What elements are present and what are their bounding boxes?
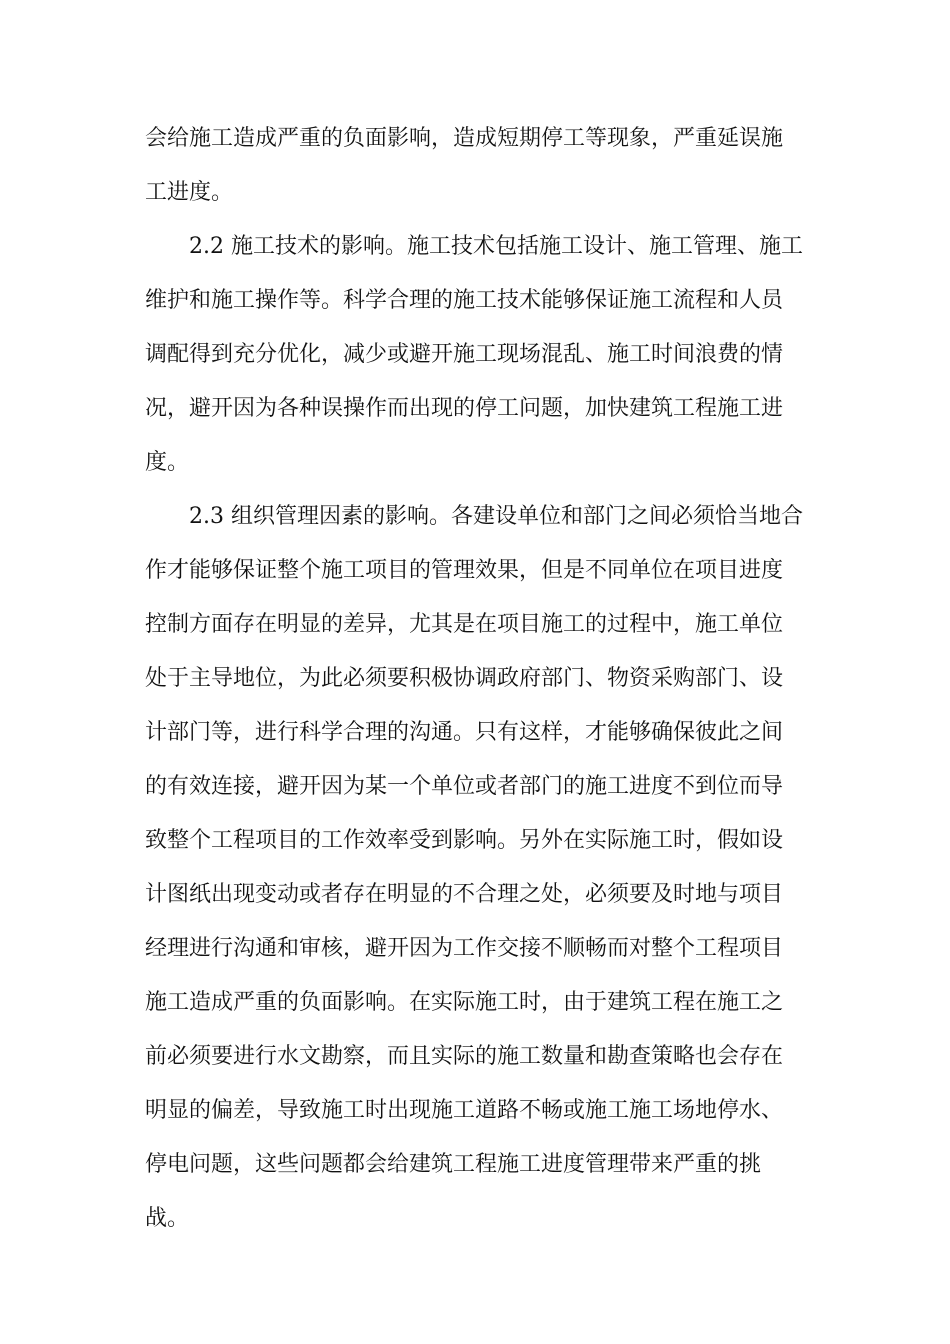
text-line: 调配得到充分优化，减少或避开施工现场混乱、施工时间浪费的情 (145, 342, 784, 367)
text-line: 明显的偏差，导致施工时出现施工道路不畅或施工施工场地停水、 (145, 1098, 784, 1123)
text-line: 控制方面存在明显的差异，尤其是在项目施工的过程中，施工单位 (145, 612, 784, 637)
text-line: 度。 (145, 450, 190, 475)
text-line: 计部门等，进行科学合理的沟通。只有这样，才能够确保彼此之间 (145, 720, 784, 745)
text-line: 计图纸出现变动或者存在明显的不合理之处，必须要及时地与项目 (145, 882, 784, 907)
text-line: 会给施工造成严重的负面影响，造成短期停工等现象，严重延误施 (145, 126, 784, 151)
text-line: 况，避开因为各种误操作而出现的停工问题，加快建筑工程施工进 (145, 396, 784, 421)
section-2-2-first-line: 2.2 施工技术的影响。施工技术包括施工设计、施工管理、施工 (189, 234, 803, 259)
text-line: 作才能够保证整个施工项目的管理效果，但是不同单位在项目进度 (145, 558, 784, 583)
text-line: 工进度。 (145, 180, 234, 205)
text-line: 施工造成严重的负面影响。在实际施工时，由于建筑工程在施工之 (145, 990, 784, 1015)
text-line: 战。 (145, 1206, 190, 1231)
text-line: 维护和施工操作等。科学合理的施工技术能够保证施工流程和人员 (145, 288, 784, 313)
section-2-3-first-line: 2.3 组织管理因素的影响。各建设单位和部门之间必须恰当地合 (189, 504, 803, 529)
body-text (145, 112, 805, 1246)
text-line: 停电问题，这些问题都会给建筑工程施工进度管理带来严重的挑 (145, 1152, 762, 1177)
text-line: 前必须要进行水文勘察，而且实际的施工数量和勘查策略也会存在 (145, 1044, 784, 1069)
text-line: 经理进行沟通和审核，避开因为工作交接不顺畅而对整个工程项目 (145, 936, 784, 961)
text-line: 的有效连接，避开因为某一个单位或者部门的施工进度不到位而导 (145, 774, 784, 799)
text-line: 致整个工程项目的工作效率受到影响。另外在实际施工时，假如设 (145, 828, 784, 853)
text-line: 处于主导地位，为此必须要积极协调政府部门、物资采购部门、设 (145, 666, 784, 691)
